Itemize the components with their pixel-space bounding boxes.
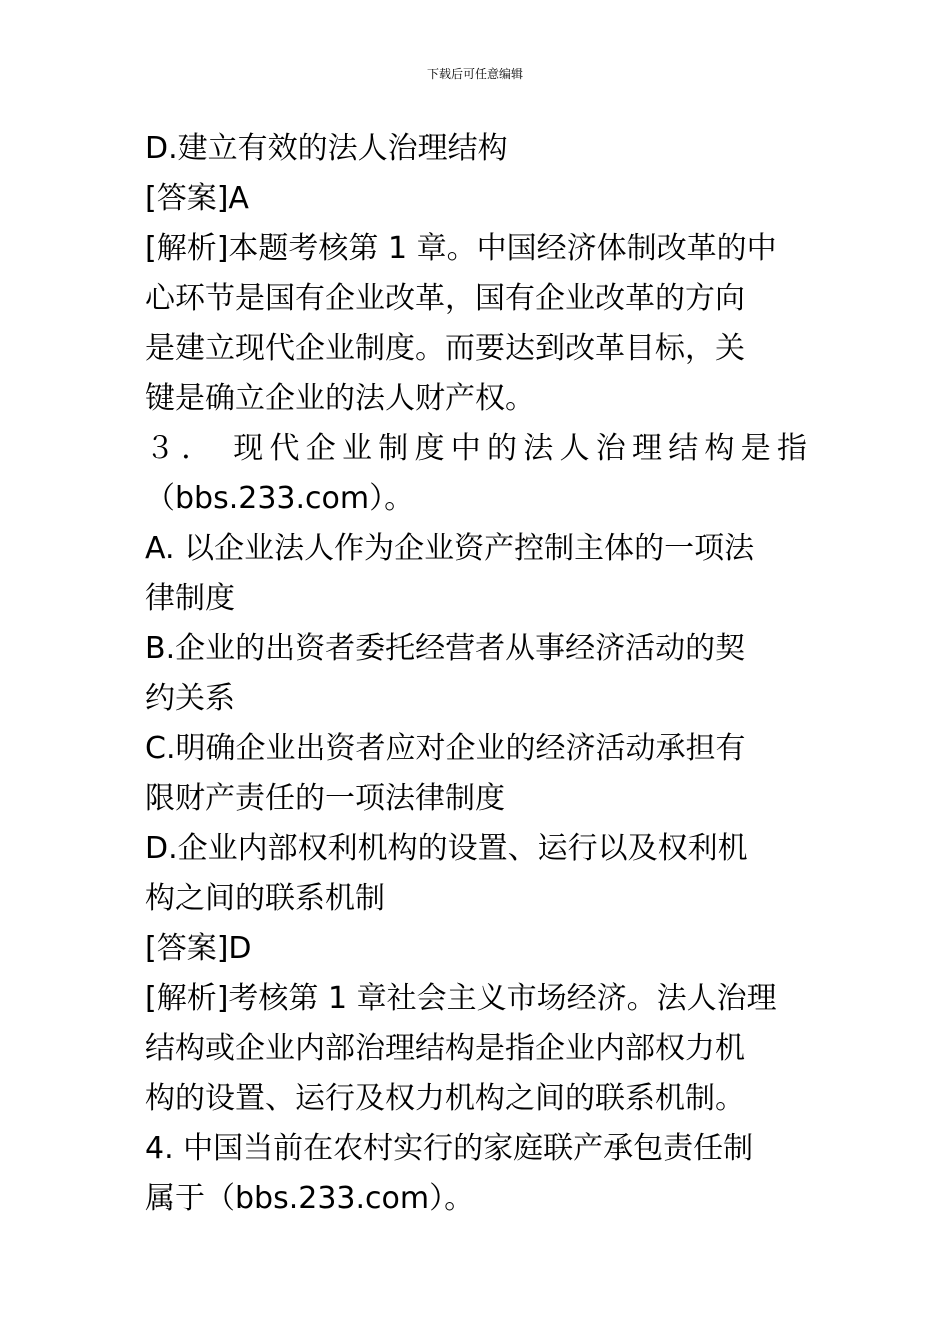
analysis-line: [解析]考核第 1 章社会主义市场经济。法人治理 xyxy=(145,981,777,1016)
option-a-text: 律制度 xyxy=(145,581,235,616)
analysis-line: 结构或企业内部治理结构是指企业内部权力机 xyxy=(145,1031,745,1066)
option-d-text: D.建立有效的法人治理结构 xyxy=(145,131,508,166)
option-b-text: 约关系 xyxy=(145,681,235,716)
analysis-line: 心环节是国有企业改革，国有企业改革的方向 xyxy=(145,281,745,316)
option-c-text: 限财产责任的一项法律制度 xyxy=(145,781,505,816)
analysis-line: 是建立现代企业制度。而要达到改革目标，关 xyxy=(145,331,745,366)
analysis-line: 键是确立企业的法人财产权。 xyxy=(145,381,535,416)
question-line: ３． 现代企业制度中的法人治理结构是指 xyxy=(145,431,807,466)
page-header: 下载后可任意编辑 xyxy=(426,67,523,81)
question-line: （bbs.233.com）。 xyxy=(145,481,415,516)
question-line: 4. 中国当前在农村实行的家庭联产承包责任制 xyxy=(145,1131,754,1166)
document-body xyxy=(145,124,807,1224)
option-d-text: D.企业内部权利机构的设置、运行以及权利机 xyxy=(145,831,748,866)
option-b-text: B.企业的出资者委托经营者从事经济活动的契 xyxy=(145,631,746,666)
option-a-text: A. 以企业法人作为企业资产控制主体的一项法 xyxy=(145,531,755,566)
option-d-text: 构之间的联系机制 xyxy=(145,881,385,916)
answer-line: [答案]D xyxy=(145,931,252,966)
analysis-line: [解析]本题考核第 1 章。中国经济体制改革的中 xyxy=(145,231,777,266)
question-line: 属于（bbs.233.com）。 xyxy=(145,1181,475,1216)
option-c-text: C.明确企业出资者应对企业的经济活动承担有 xyxy=(145,731,746,766)
analysis-line: 构的设置、运行及权力机构之间的联系机制。 xyxy=(145,1081,745,1116)
answer-line: [答案]A xyxy=(145,181,249,216)
